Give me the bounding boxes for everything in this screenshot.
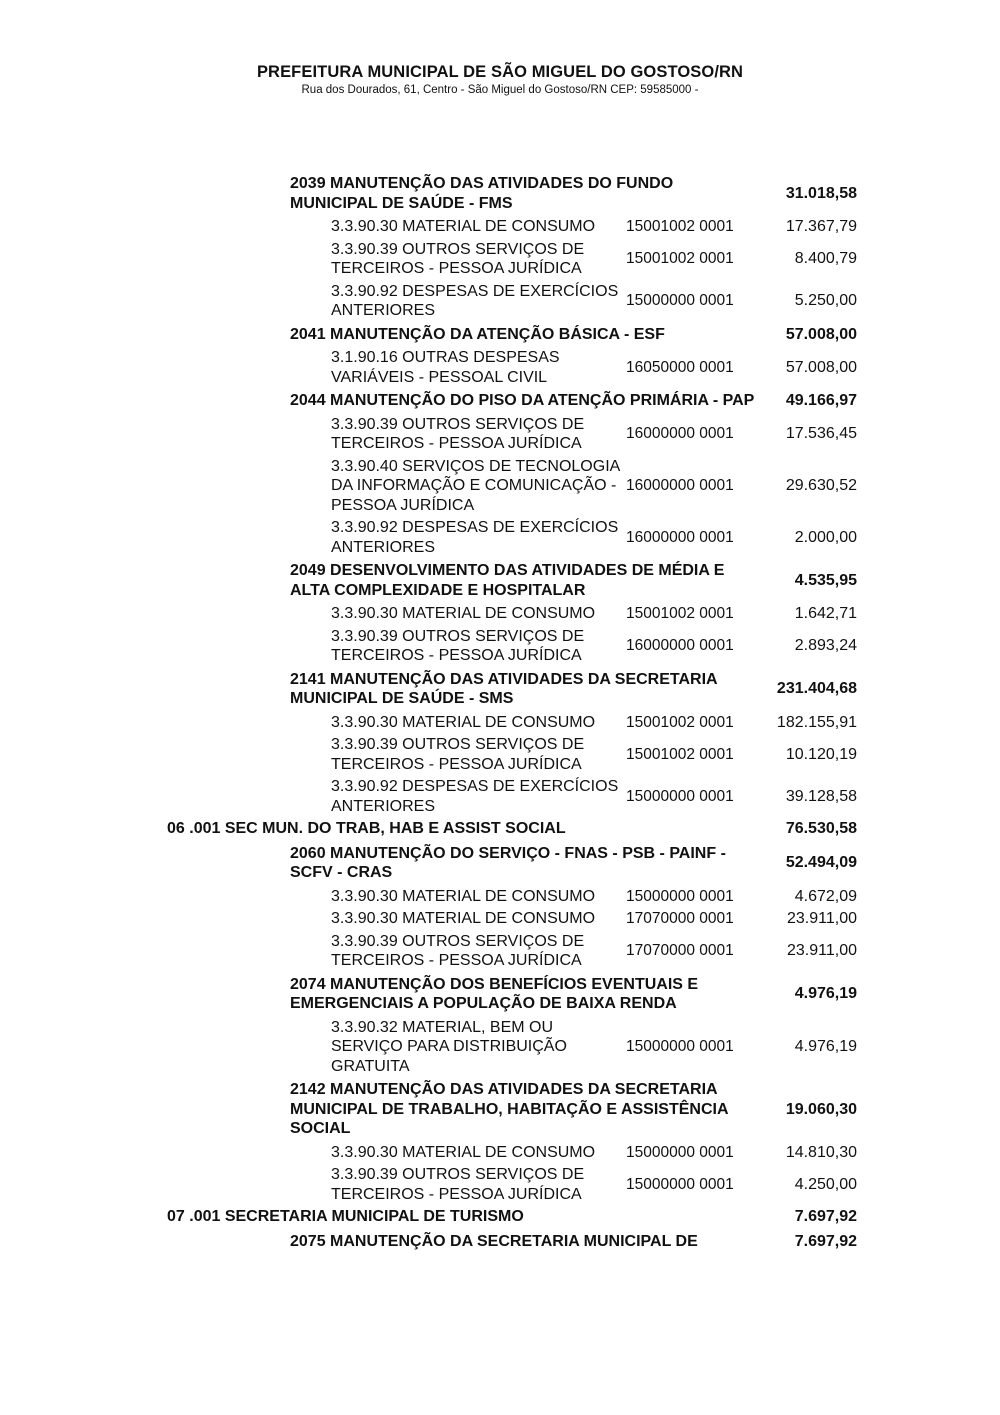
row-description: 2141 MANUTENÇÃO DAS ATIVIDADES DA SECRETARIA MUNICIPAL DE SAÚDE - SMS xyxy=(290,670,718,707)
expense-item-row xyxy=(0,216,1000,239)
row-amount: 14.810,30 xyxy=(785,1143,857,1161)
expense-item-row xyxy=(0,908,1000,931)
row-description: 3.3.90.39 OUTROS SERVIÇOS DE TERCEIROS - PESSOA JURÍDICA xyxy=(331,415,585,452)
row-amount: 5.250,00 xyxy=(794,292,857,310)
row-source-code: 15000000 0001 xyxy=(626,1038,734,1055)
row-amount: 76.530,58 xyxy=(785,820,857,837)
row-source-code: 15001002 0001 xyxy=(626,218,734,235)
expense-item-row xyxy=(0,886,1000,909)
row-description: 3.3.90.39 OUTROS SERVIÇOS DE TERCEIROS - PESSOA JURÍDICA xyxy=(331,736,585,773)
row-source-code: 17070000 0001 xyxy=(626,942,734,960)
row-description: 3.3.90.39 OUTROS SERVIÇOS DE TERCEIROS - PESSOA JURÍDICA xyxy=(331,932,585,969)
row-source-code: 15000000 0001 xyxy=(626,292,734,310)
expense-item-row xyxy=(0,776,1000,818)
row-source-code: 16000000 0001 xyxy=(626,477,734,494)
row-description: 3.3.90.92 DESPESAS DE EXERCÍCIOS ANTERIORES xyxy=(331,519,619,556)
unit-row xyxy=(0,1206,1000,1230)
page-title: PREFEITURA MUNICIPAL DE SÃO MIGUEL DO GOSTOSO/RN xyxy=(256,63,744,81)
row-source-code: 15000000 0001 xyxy=(626,787,734,805)
row-description: 3.3.90.40 SERVIÇOS DE TECNOLOGIA DA INFORMAÇÃO E COMUNICAÇÃO - PESSOA JURÍDICA xyxy=(331,457,620,514)
expense-item-row xyxy=(0,1017,1000,1079)
row-source-code: 16000000 0001 xyxy=(626,637,734,655)
row-description: 2075 MANUTENÇÃO DA SECRETARIA MUNICIPAL DE xyxy=(290,1232,698,1250)
row-description: 3.3.90.30 MATERIAL DE CONSUMO xyxy=(331,218,596,235)
document-header xyxy=(0,62,1000,97)
row-amount: 39.128,58 xyxy=(785,787,857,805)
row-source-code: 15001002 0001 xyxy=(626,713,734,731)
action-row xyxy=(0,172,1000,216)
row-description: 07 .001 SECRETARIA MUNICIPAL DE TURISMO xyxy=(167,1208,524,1225)
action-row xyxy=(0,323,1000,348)
row-description: 3.3.90.39 OUTROS SERVIÇOS DE TERCEIROS - PESSOA JURÍDICA xyxy=(331,1166,585,1203)
expense-item-row xyxy=(0,414,1000,456)
action-row xyxy=(0,389,1000,414)
expense-item-row xyxy=(0,1164,1000,1206)
row-amount: 19.060,30 xyxy=(785,1100,857,1118)
expense-item-row xyxy=(0,626,1000,668)
row-amount: 17.367,79 xyxy=(785,218,857,235)
row-description: 2049 DESENVOLVIMENTO DAS ATIVIDADES DE MÉDIA E ALTA COMPLEXIDADE E HOSPITALAR xyxy=(290,562,725,599)
action-row xyxy=(0,973,1000,1017)
row-source-code: 15000000 0001 xyxy=(626,1143,734,1161)
row-description: 2074 MANUTENÇÃO DOS BENEFÍCIOS EVENTUAIS E EMERGENCIAIS A POPULAÇÃO DE BAIXA RENDA xyxy=(290,975,699,1012)
expense-item-row xyxy=(0,517,1000,559)
row-amount: 231.404,68 xyxy=(776,680,857,698)
row-amount: 4.976,19 xyxy=(794,985,857,1003)
row-source-code: 15001002 0001 xyxy=(626,745,734,763)
row-amount: 8.400,79 xyxy=(794,250,857,268)
budget-table xyxy=(0,172,1000,1254)
action-row xyxy=(0,1078,1000,1142)
row-description: 2060 MANUTENÇÃO DO SERVIÇO - FNAS - PSB - PAINF - SCFV - CRAS xyxy=(290,844,726,881)
row-amount: 4.535,95 xyxy=(794,571,857,589)
row-amount: 57.008,00 xyxy=(785,358,857,376)
row-amount: 10.120,19 xyxy=(785,745,857,763)
row-description: 2044 MANUTENÇÃO DO PISO DA ATENÇÃO PRIMÁRIA - PAP xyxy=(290,392,755,409)
expense-item-row xyxy=(0,931,1000,973)
row-description: 3.3.90.30 MATERIAL DE CONSUMO xyxy=(331,605,596,622)
expense-item-row xyxy=(0,712,1000,735)
row-amount: 23.911,00 xyxy=(787,942,857,960)
expense-item-row xyxy=(0,347,1000,389)
row-description: 3.3.90.92 DESPESAS DE EXERCÍCIOS ANTERIORES xyxy=(331,778,619,815)
row-description: 3.3.90.30 MATERIAL DE CONSUMO xyxy=(331,713,596,731)
row-amount: 49.166,97 xyxy=(785,392,857,409)
row-amount: 1.642,71 xyxy=(794,605,857,622)
row-description: 2039 MANUTENÇÃO DAS ATIVIDADES DO FUNDO MUNICIPAL DE SAÚDE - FMS xyxy=(290,175,674,212)
row-amount: 17.536,45 xyxy=(785,425,857,443)
row-description: 3.3.90.92 DESPESAS DE EXERCÍCIOS ANTERIORES xyxy=(331,282,619,319)
row-description: 3.3.90.32 MATERIAL, BEM OU SERVIÇO PARA DISTRIBUIÇÃO GRATUITA xyxy=(331,1018,567,1075)
row-amount: 2.000,00 xyxy=(794,528,857,546)
row-description: 3.3.90.30 MATERIAL DE CONSUMO xyxy=(331,1143,596,1161)
row-description: 2041 MANUTENÇÃO DA ATENÇÃO BÁSICA - ESF xyxy=(290,325,665,343)
row-description: 3.3.90.39 OUTROS SERVIÇOS DE TERCEIROS - PESSOA JURÍDICA xyxy=(331,240,585,277)
row-amount: 52.494,09 xyxy=(785,854,857,872)
row-amount: 2.893,24 xyxy=(794,637,857,655)
page-address: Rua dos Dourados, 61, Centro - São Miguel do Gostoso/RN CEP: 59585000 - xyxy=(301,84,699,96)
row-description: 3.3.90.39 OUTROS SERVIÇOS DE TERCEIROS - PESSOA JURÍDICA xyxy=(331,627,585,664)
row-description: 3.1.90.16 OUTRAS DESPESAS VARIÁVEIS - PESSOAL CIVIL xyxy=(331,349,560,386)
row-description: 3.3.90.30 MATERIAL DE CONSUMO xyxy=(331,910,596,927)
row-amount: 4.976,19 xyxy=(794,1038,857,1055)
expense-item-row xyxy=(0,603,1000,626)
row-source-code: 15000000 0001 xyxy=(626,887,734,905)
row-amount: 4.672,09 xyxy=(794,887,857,905)
expense-item-row xyxy=(0,734,1000,776)
row-source-code: 17070000 0001 xyxy=(626,910,734,927)
action-row xyxy=(0,1230,1000,1255)
row-amount: 182.155,91 xyxy=(776,713,857,731)
unit-row xyxy=(0,818,1000,842)
row-amount: 29.630,52 xyxy=(785,477,857,494)
action-row xyxy=(0,559,1000,603)
expense-item-row xyxy=(0,456,1000,518)
row-source-code: 15001002 0001 xyxy=(626,605,734,622)
row-amount: 23.911,00 xyxy=(787,910,857,927)
row-amount: 57.008,00 xyxy=(785,325,857,343)
action-row xyxy=(0,668,1000,712)
expense-item-row xyxy=(0,281,1000,323)
row-amount: 7.697,92 xyxy=(794,1208,857,1225)
row-description: 06 .001 SEC MUN. DO TRAB, HAB E ASSIST SOCIAL xyxy=(167,820,566,837)
row-source-code: 15000000 0001 xyxy=(626,1175,734,1193)
expense-item-row xyxy=(0,239,1000,281)
row-source-code: 15001002 0001 xyxy=(626,250,734,268)
row-description: 2142 MANUTENÇÃO DAS ATIVIDADES DA SECRETARIA MUNICIPAL DE TRABALHO, HABITAÇÃO E ASSISTÊNCIA SOCIAL xyxy=(290,1081,728,1137)
expense-item-row xyxy=(0,1142,1000,1165)
row-amount: 31.018,58 xyxy=(785,184,857,202)
row-amount: 7.697,92 xyxy=(794,1232,857,1250)
row-source-code: 16050000 0001 xyxy=(626,358,734,376)
action-row xyxy=(0,842,1000,886)
row-description: 3.3.90.30 MATERIAL DE CONSUMO xyxy=(331,887,596,905)
row-amount: 4.250,00 xyxy=(794,1175,857,1193)
row-source-code: 16000000 0001 xyxy=(626,425,734,443)
row-source-code: 16000000 0001 xyxy=(626,528,734,546)
